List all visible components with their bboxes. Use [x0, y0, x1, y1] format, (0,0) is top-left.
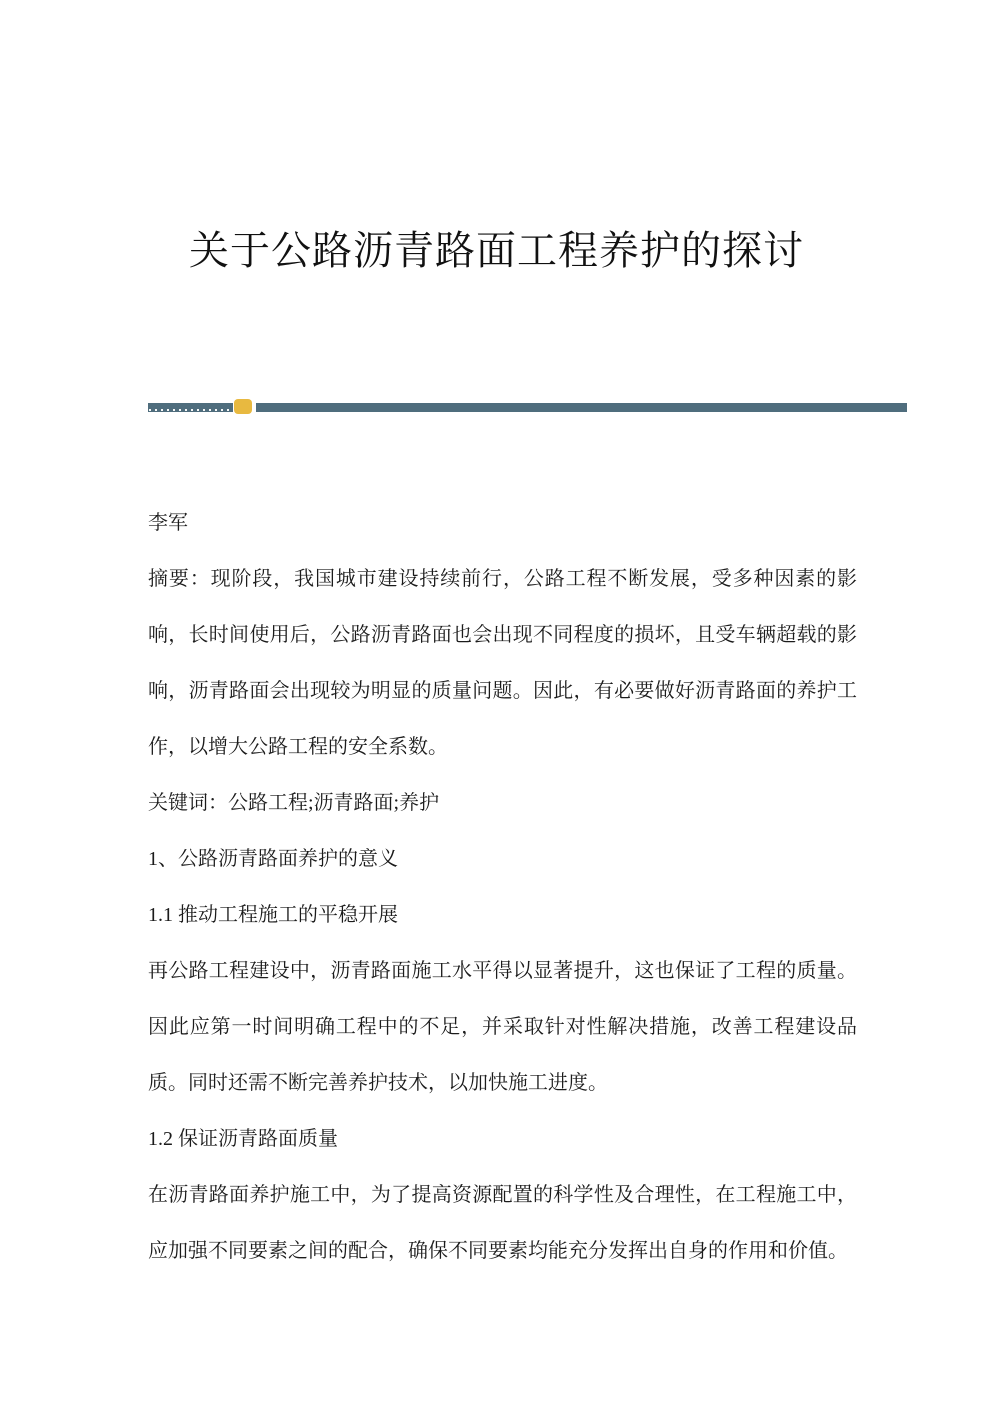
author-line: 李军 — [148, 512, 188, 534]
keywords-line: 关键词：公路工程;沥青路面;养护 — [148, 792, 440, 814]
abstract-paragraph: 摘要：现阶段，我国城市建设持续前行，公路工程不断发展，受多种因素的影响，长时间使用后，公路沥青路面也会出现不同程度的损坏，且受车辆超载的影响，沥青路面会出现较为明显的质量问题。因此，有必要做好沥青路面的养护工作，以增大公路工程的安全系数。 — [148, 568, 857, 758]
page-title: 关于公路沥青路面工程养护的探讨 — [189, 228, 804, 273]
paragraph-section-1-2: 在沥青路面养护施工中，为了提高资源配置的科学性及合理性，在工程施工中，应加强不同要素之间的配合，确保不同要素均能充分发挥出自身的作用和价值。 — [148, 1184, 857, 1262]
divider-dashed-segment — [148, 403, 233, 412]
title-divider — [148, 399, 907, 415]
section-heading-1: 1、公路沥青路面养护的意义 — [148, 848, 398, 870]
section-heading-1-1: 1.1 推动工程施工的平稳开展 — [148, 904, 398, 926]
article-body — [148, 495, 857, 1279]
divider-main-bar — [256, 403, 907, 412]
section-heading-1-2: 1.2 保证沥青路面质量 — [148, 1128, 338, 1150]
paragraph-section-1-1: 再公路工程建设中，沥青路面施工水平得以显著提升，这也保证了工程的质量。因此应第一时间明确工程中的不足，并采取针对性解决措施，改善工程建设品质。同时还需不断完善养护技术，以加快施工进度。 — [148, 960, 857, 1094]
divider-dot-accent — [234, 399, 252, 414]
